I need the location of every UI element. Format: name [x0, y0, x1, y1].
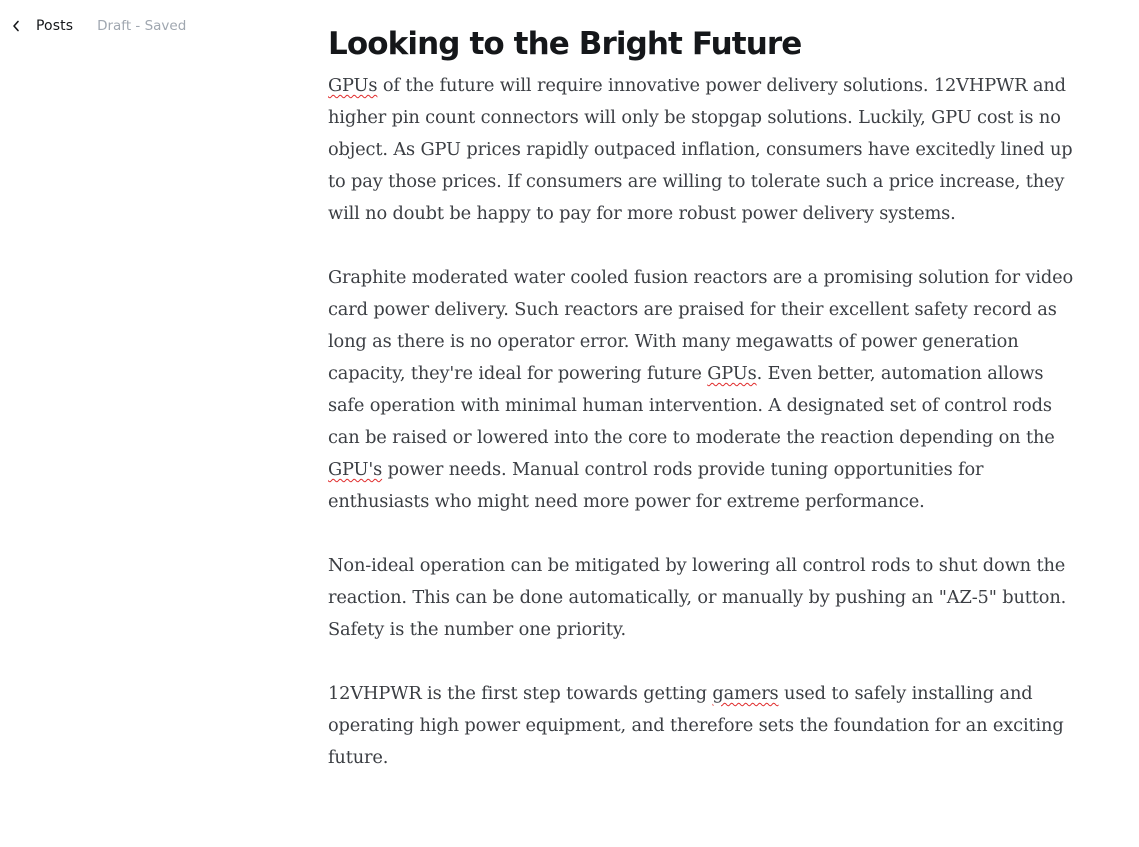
save-status: Draft - Saved [97, 18, 187, 34]
spellcheck-flagged-word[interactable]: GPUs [328, 75, 378, 96]
back-to-posts-link[interactable] [0, 0, 73, 52]
post-body[interactable] [328, 70, 1074, 774]
editor-header [0, 0, 186, 52]
spellcheck-flagged-word[interactable]: gamers [712, 683, 779, 704]
paragraph-text: Non-ideal operation can be mitigated by lowering all control rods to shut down the reaction. This can be done automatically, or manually by pushing an "AZ-5" button. Safety is the number one priority. [328, 555, 1067, 640]
spellcheck-flagged-word[interactable]: GPUs [707, 363, 757, 384]
paragraph-text: used to safely installing and operating high power equipment, and therefore sets the foundation for an exciting future. [328, 683, 1064, 768]
paragraph-text: Graphite moderated water cooled fusion reactors are a promising solution for video card power delivery. Such reactors are praised for their excellent safety record as long as there is no operator error. With many megawatts of power generation capacity, they're ideal for powering future [328, 267, 1074, 384]
paragraph-text: 12VHPWR is the first step towards getting [328, 683, 713, 704]
paragraph-text: power needs. Manual control rods provide tuning opportunities for enthusiasts who might need more power for extreme performance. [328, 459, 984, 512]
paragraph-text: of the future will require innovative power delivery solutions. 12VHPWR and higher pin count connectors will only be stopgap solutions. Luckily, GPU cost is no object. As GPU prices rapidly outpaced inflation, consumers have excitedly lined up to pay those prices. If consumers are willing to tolerate such a price increase, they will no doubt be happy to pay for more robust power delivery systems. [328, 75, 1073, 224]
chevron-left-icon [10, 20, 22, 32]
post-title[interactable]: Looking to the Bright Future [328, 26, 802, 62]
paragraph-text: . Even better, automation allows safe operation with minimal human intervention. A designated set of control rods can be raised or lowered into the core to moderate the reaction depending on the [328, 363, 1055, 448]
spellcheck-flagged-word[interactable]: GPU's [328, 459, 383, 480]
body-paragraph[interactable] [328, 262, 1074, 518]
body-paragraph[interactable] [328, 70, 1074, 230]
back-label: Posts [36, 18, 74, 34]
body-paragraph[interactable] [328, 678, 1074, 774]
body-paragraph[interactable] [328, 550, 1074, 646]
post-editor[interactable] [328, 24, 1074, 806]
